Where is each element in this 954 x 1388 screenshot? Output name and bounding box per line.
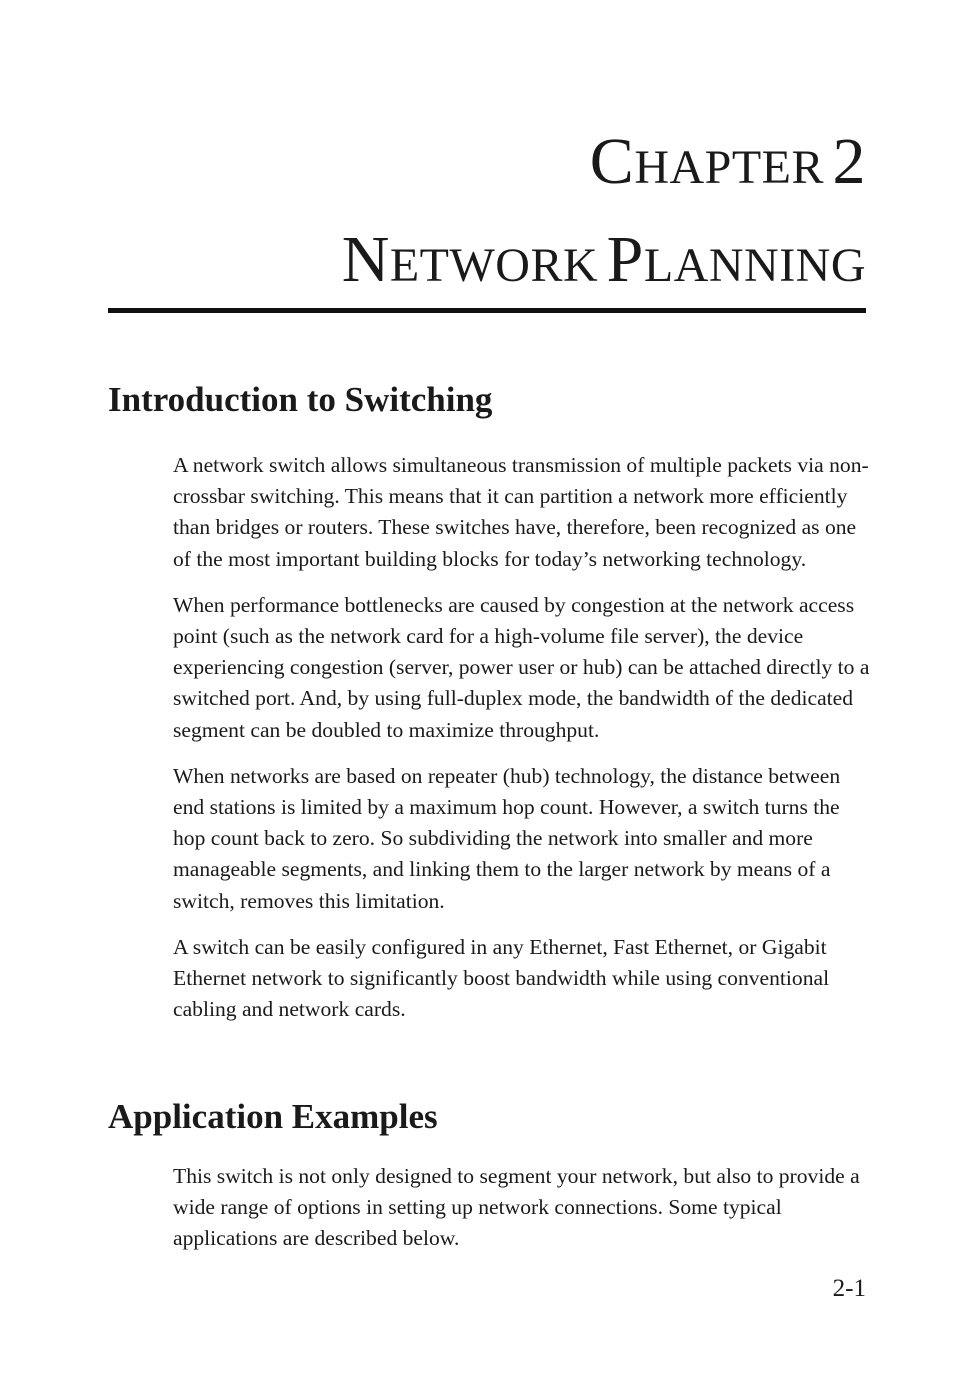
chapter-title-word1-cap: N: [341, 223, 390, 296]
introduction-body: [173, 450, 873, 1040]
chapter-title-word2-cap: P: [606, 223, 644, 296]
section-title-application-examples: Application Examples: [108, 1097, 438, 1136]
chapter-number: 2: [832, 125, 866, 198]
chapter-word-rest: HAPTER: [634, 141, 824, 194]
page-number: 2-1: [832, 1275, 866, 1302]
chapter-number-line: [342, 118, 866, 216]
paragraph: A network switch allows simultaneous transmission of multiple packets via non-crossbar switching. This means that it can partition a network more efficiently than bridges or routers. These switches have, therefore, been recognized as one of the most important building blocks for today’s networking technology.: [173, 453, 869, 571]
application-examples-body: [173, 1161, 873, 1270]
chapter-cap-letter: C: [589, 125, 635, 198]
section-title-introduction: Introduction to Switching: [108, 380, 493, 419]
paragraph: When networks are based on repeater (hub) technology, the distance between end stations is limited by a maximum hop count. However, a switch turns the hop count back to zero. So subdividing the network into smaller and more manageable segments, and linking them to the larger network by means of a switch, removes this limitation.: [173, 763, 841, 913]
chapter-heading: [342, 118, 866, 314]
paragraph: A switch can be easily configured in any Ethernet, Fast Ethernet, or Gigabit Ethernet network to significantly boost bandwidth while using conventional cabling and network cards.: [173, 934, 830, 1022]
chapter-divider: [108, 308, 866, 313]
chapter-title-line: [342, 216, 866, 314]
paragraph: When performance bottlenecks are caused by congestion at the network access point (such as the network card for a high-volume file server), the device experiencing congestion (server, power user or hub) can be attached directly to a switched port. And, by using full-duplex mode, the bandwidth of the dedicated segment can be doubled to maximize throughput.: [173, 592, 870, 742]
paragraph: This switch is not only designed to segment your network, but also to provide a wide range of options in setting up network connections. Some typical applications are described below.: [173, 1164, 860, 1251]
chapter-title-word1-rest: ETWORK: [389, 239, 599, 292]
chapter-title-word2-rest: LANNING: [643, 239, 866, 292]
